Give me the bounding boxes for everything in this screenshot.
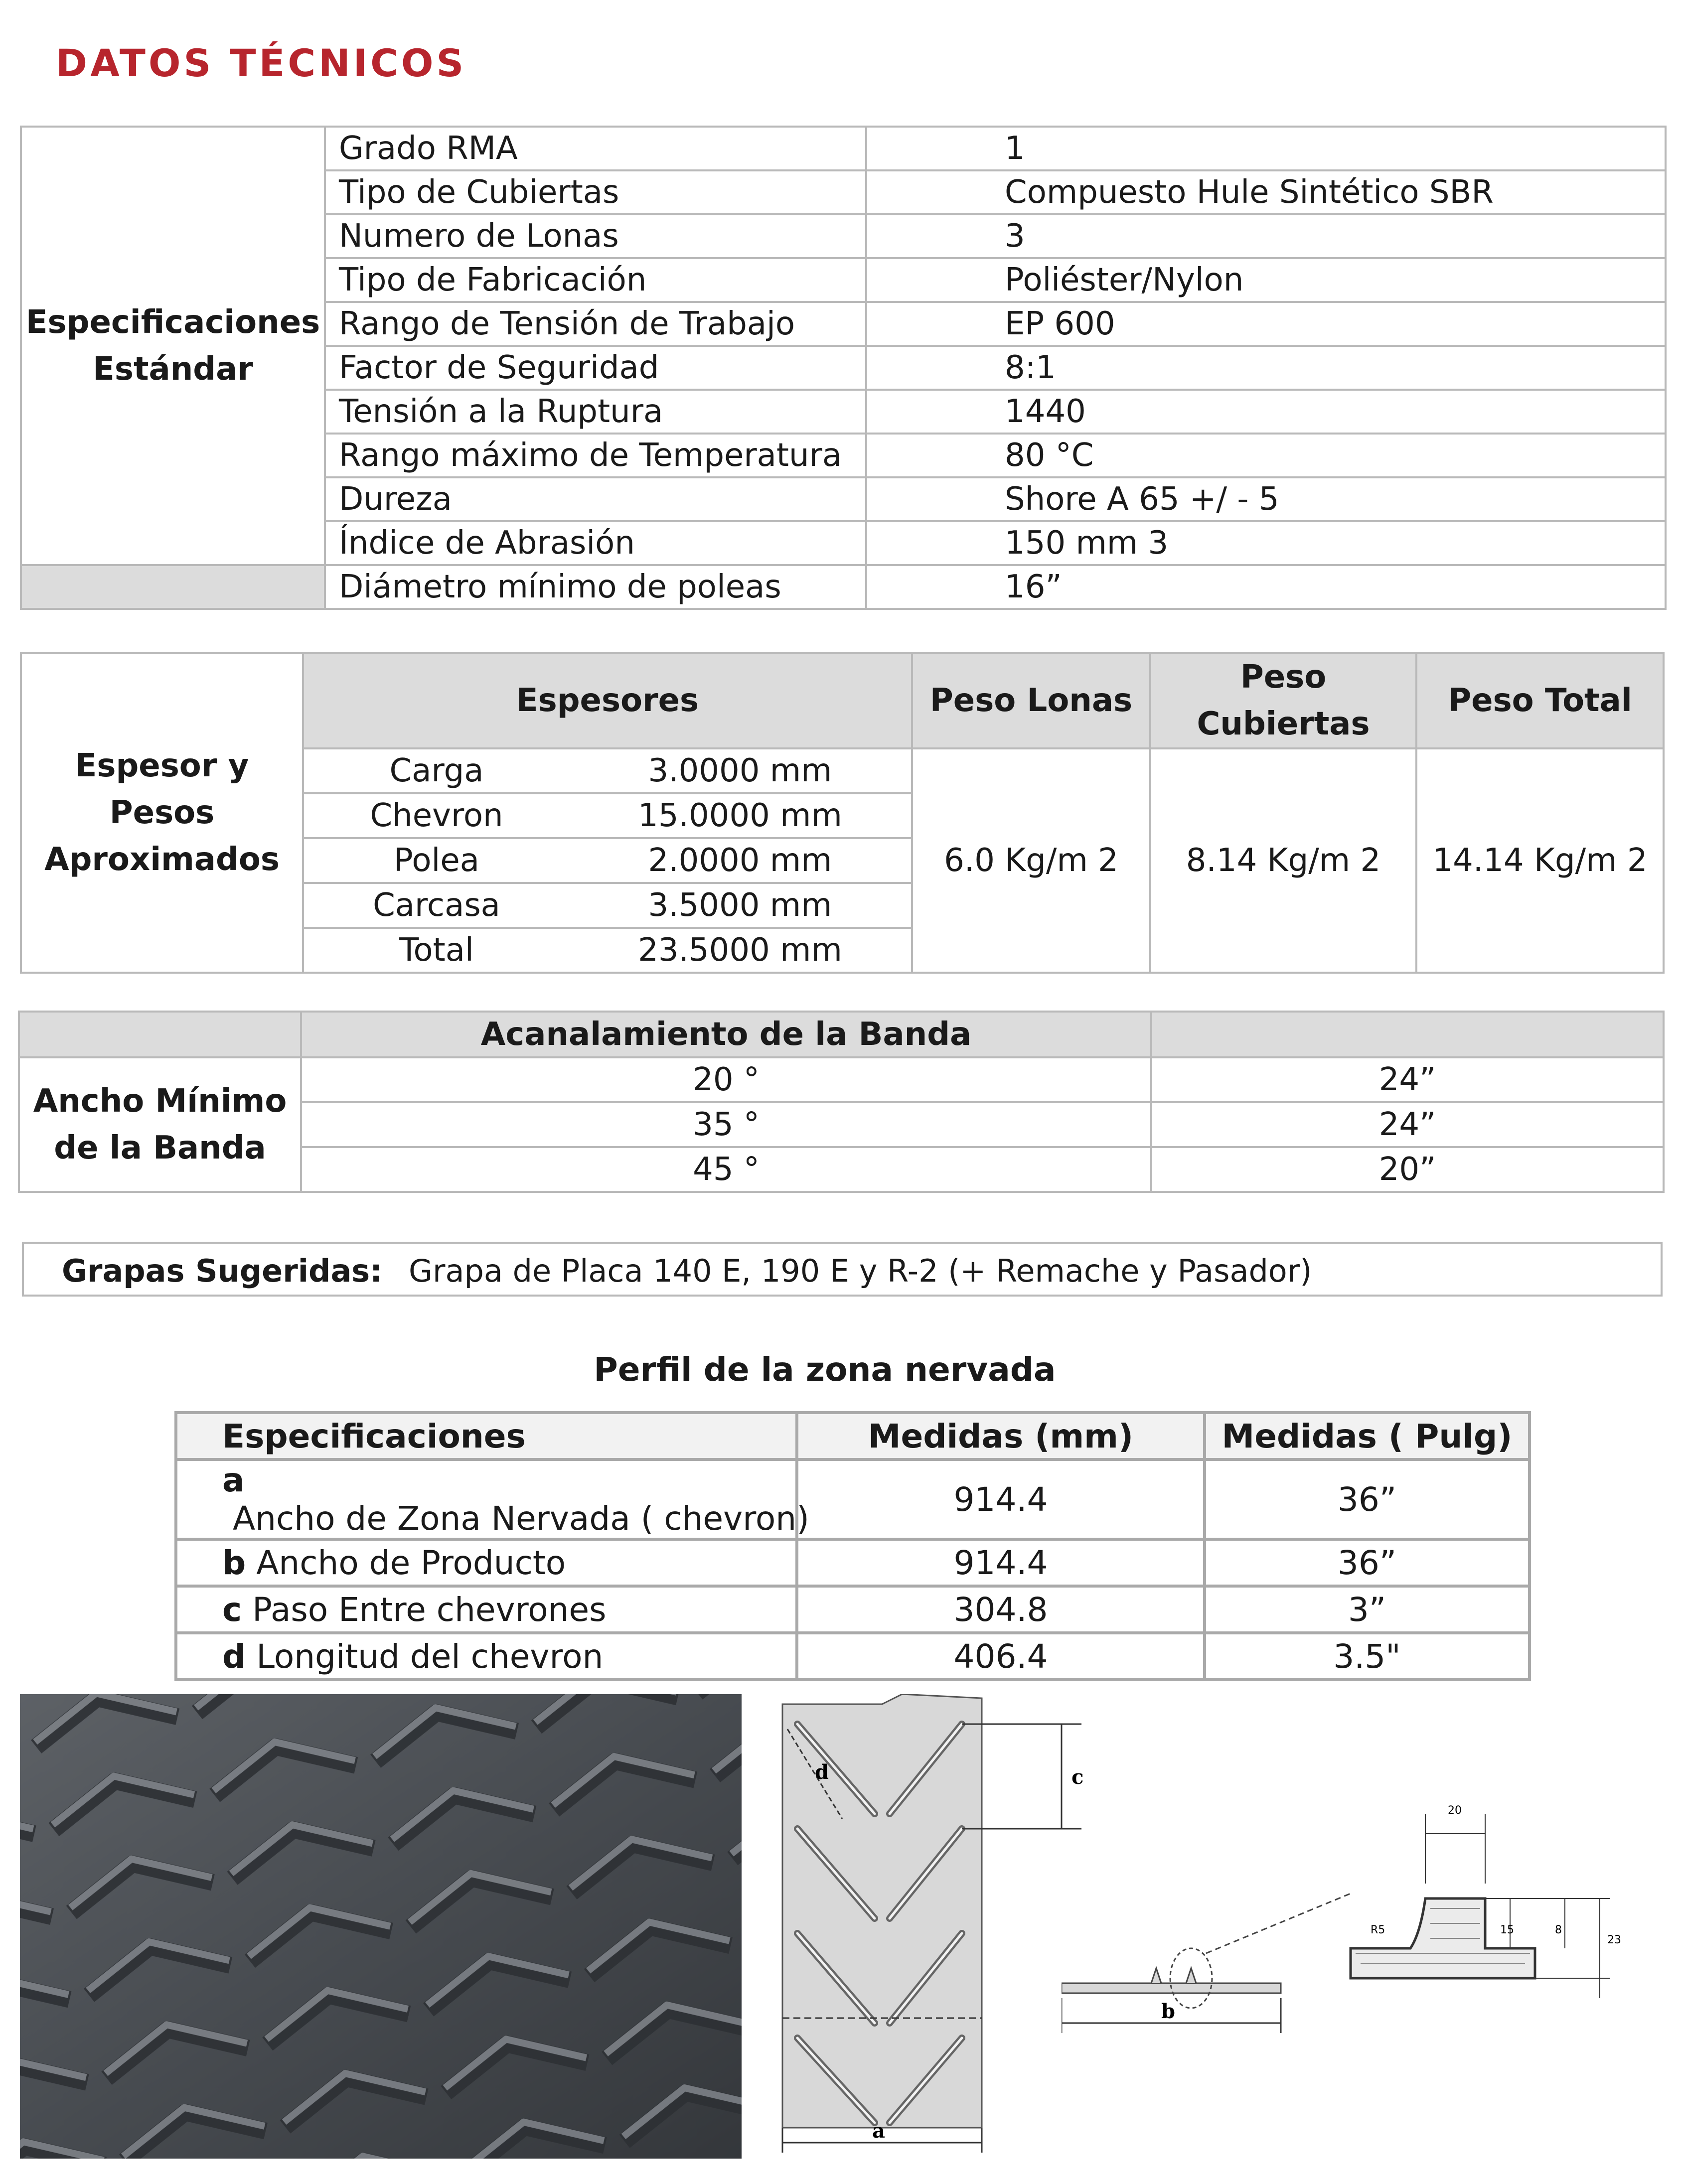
spec-value: EP 600 [866,302,1666,346]
thickness-value: 23.5000 mm [569,928,912,973]
specs-heading-line: Estándar [93,351,253,388]
width-value: 24” [1151,1057,1664,1102]
perfil-label: Longitud del chevron [246,1637,604,1676]
perfil-spec [176,1633,797,1680]
table-row [176,1633,1529,1680]
diagram-label-15: 15 [1500,1924,1514,1936]
thickness-name: Carga [303,748,569,793]
table-row [176,1459,1529,1539]
spec-label: Índice de Abrasión [325,521,866,565]
perfil-letter: d [222,1637,246,1676]
width-heading-line: Ancho Mínimo [33,1083,287,1120]
perfil-label: Paso Entre chevrones [242,1590,607,1629]
col-peso-lonas: Peso Lonas [912,653,1150,748]
perfil-mm: 914.4 [797,1459,1205,1539]
weights-heading-line: Espesor y [75,747,249,784]
table-row [176,1586,1529,1633]
diagram-label-8: 8 [1555,1924,1562,1936]
thickness-value: 15.0000 mm [569,793,912,838]
spec-value: 3 [866,214,1666,258]
spec-value: 80 °C [866,434,1666,477]
spec-label: Tipo de Cubiertas [325,170,866,214]
width-heading-line: de la Banda [54,1130,266,1166]
thickness-name: Total [303,928,569,973]
perfil-table [174,1411,1531,1681]
perfil-letter: b [222,1543,246,1582]
diagram-label-b: b [1161,2000,1175,2023]
perfil-spec [176,1586,797,1633]
table-row [176,1539,1529,1586]
perfil-pulg: 3” [1205,1586,1529,1633]
perfil-title: Perfil de la zona nervada [594,1350,1056,1389]
col-peso-cubiertas-line: Cubiertas [1197,706,1370,742]
col-acanalamiento: Acanalamiento de la Banda [301,1012,1151,1057]
diagram-label-23: 23 [1607,1934,1621,1946]
col-medidas-mm: Medidas (mm) [797,1413,1205,1459]
perfil-pulg: 36” [1205,1539,1529,1586]
peso-cubiertas-value: 8.14 Kg/m 2 [1150,748,1416,973]
perfil-mm: 406.4 [797,1633,1205,1680]
perfil-label: Ancho de Producto [246,1543,566,1582]
col-peso-total: Peso Total [1416,653,1664,748]
col-espesores: Espesores [303,653,912,748]
weights-heading-line: Aproximados [44,841,280,878]
spec-value: 1 [866,127,1666,170]
spec-label: Factor de Seguridad [325,346,866,390]
spec-value: 8:1 [866,346,1666,390]
spec-value: Shore A 65 +/ - 5 [866,477,1666,521]
table-row [19,1057,1664,1102]
peso-total-value: 14.14 Kg/m 2 [1416,748,1664,973]
thickness-name: Chevron [303,793,569,838]
specs-table [20,126,1667,610]
col-especificaciones: Especificaciones [176,1413,797,1459]
specs-heading [21,127,325,565]
perfil-letter: a [222,1461,245,1499]
spec-value: Poliéster/Nylon [866,258,1666,302]
spec-value: 150 mm 3 [866,521,1666,565]
diagram-label-c: c [1071,1765,1084,1789]
weights-table [20,652,1665,974]
table-row [21,127,1666,170]
spec-value: 16” [866,565,1666,609]
width-value: 20” [1151,1147,1664,1192]
thickness-value: 3.0000 mm [569,748,912,793]
chevron-belt-photo [20,1694,742,2159]
perfil-pulg: 3.5" [1205,1633,1529,1680]
spec-label: Grado RMA [325,127,866,170]
spec-label: Tensión a la Ruptura [325,390,866,434]
spec-label: Dureza [325,477,866,521]
spec-value: 1440 [866,390,1666,434]
perfil-spec [176,1539,797,1586]
spec-label: Numero de Lonas [325,214,866,258]
perfil-label: Ancho de Zona Nervada ( chevron) [222,1499,809,1538]
angle-value: 35 ° [301,1102,1151,1147]
specs-heading-line: Especificaciones [25,304,320,341]
grapas-box [22,1242,1663,1297]
thickness-value: 2.0000 mm [569,838,912,883]
spec-value: Compuesto Hule Sintético SBR [866,170,1666,214]
col-peso-cubiertas [1150,653,1416,748]
perfil-spec [176,1459,809,1539]
diagram-label-20: 20 [1448,1804,1462,1817]
width-value: 24” [1151,1102,1664,1147]
table-row [21,653,1664,748]
spec-label: Rango máximo de Temperatura [325,434,866,477]
table-row [19,1012,1664,1057]
perfil-mm: 304.8 [797,1586,1205,1633]
weights-heading-line: Pesos [109,794,215,831]
table-row [21,565,1666,609]
width-table [18,1011,1665,1193]
grapas-label: Grapas Sugeridas: [62,1253,382,1289]
table-row [176,1413,1529,1459]
diagram-label-a: a [872,2119,885,2143]
perfil-letter: c [222,1590,242,1629]
thickness-name: Carcasa [303,883,569,928]
perfil-pulg: 36” [1205,1459,1529,1539]
gray-cell [19,1012,301,1057]
chevron-side-profile-diagram [1062,1784,1650,2063]
diagram-label-d: d [815,1760,829,1784]
diagram-label-r5: R5 [1371,1924,1385,1936]
spec-label: Rango de Tensión de Trabajo [325,302,866,346]
weights-heading [21,653,303,973]
thickness-value: 3.5000 mm [569,883,912,928]
angle-value: 20 ° [301,1057,1151,1102]
peso-lonas-value: 6.0 Kg/m 2 [912,748,1150,973]
spec-label: Diámetro mínimo de poleas [325,565,866,609]
col-peso-cubiertas-line: Peso [1240,659,1327,696]
gray-cell [1151,1012,1664,1057]
col-medidas-pulg: Medidas ( Pulg) [1205,1413,1529,1459]
spec-label: Tipo de Fabricación [325,258,866,302]
width-heading [19,1057,301,1192]
thickness-name: Polea [303,838,569,883]
page-title: DATOS TÉCNICOS [56,41,467,85]
gray-cell [21,565,325,609]
angle-value: 45 ° [301,1147,1151,1192]
grapas-value: Grapa de Placa 140 E, 190 E y R-2 (+ Remache y Pasador) [409,1253,1312,1289]
perfil-mm: 914.4 [797,1539,1205,1586]
